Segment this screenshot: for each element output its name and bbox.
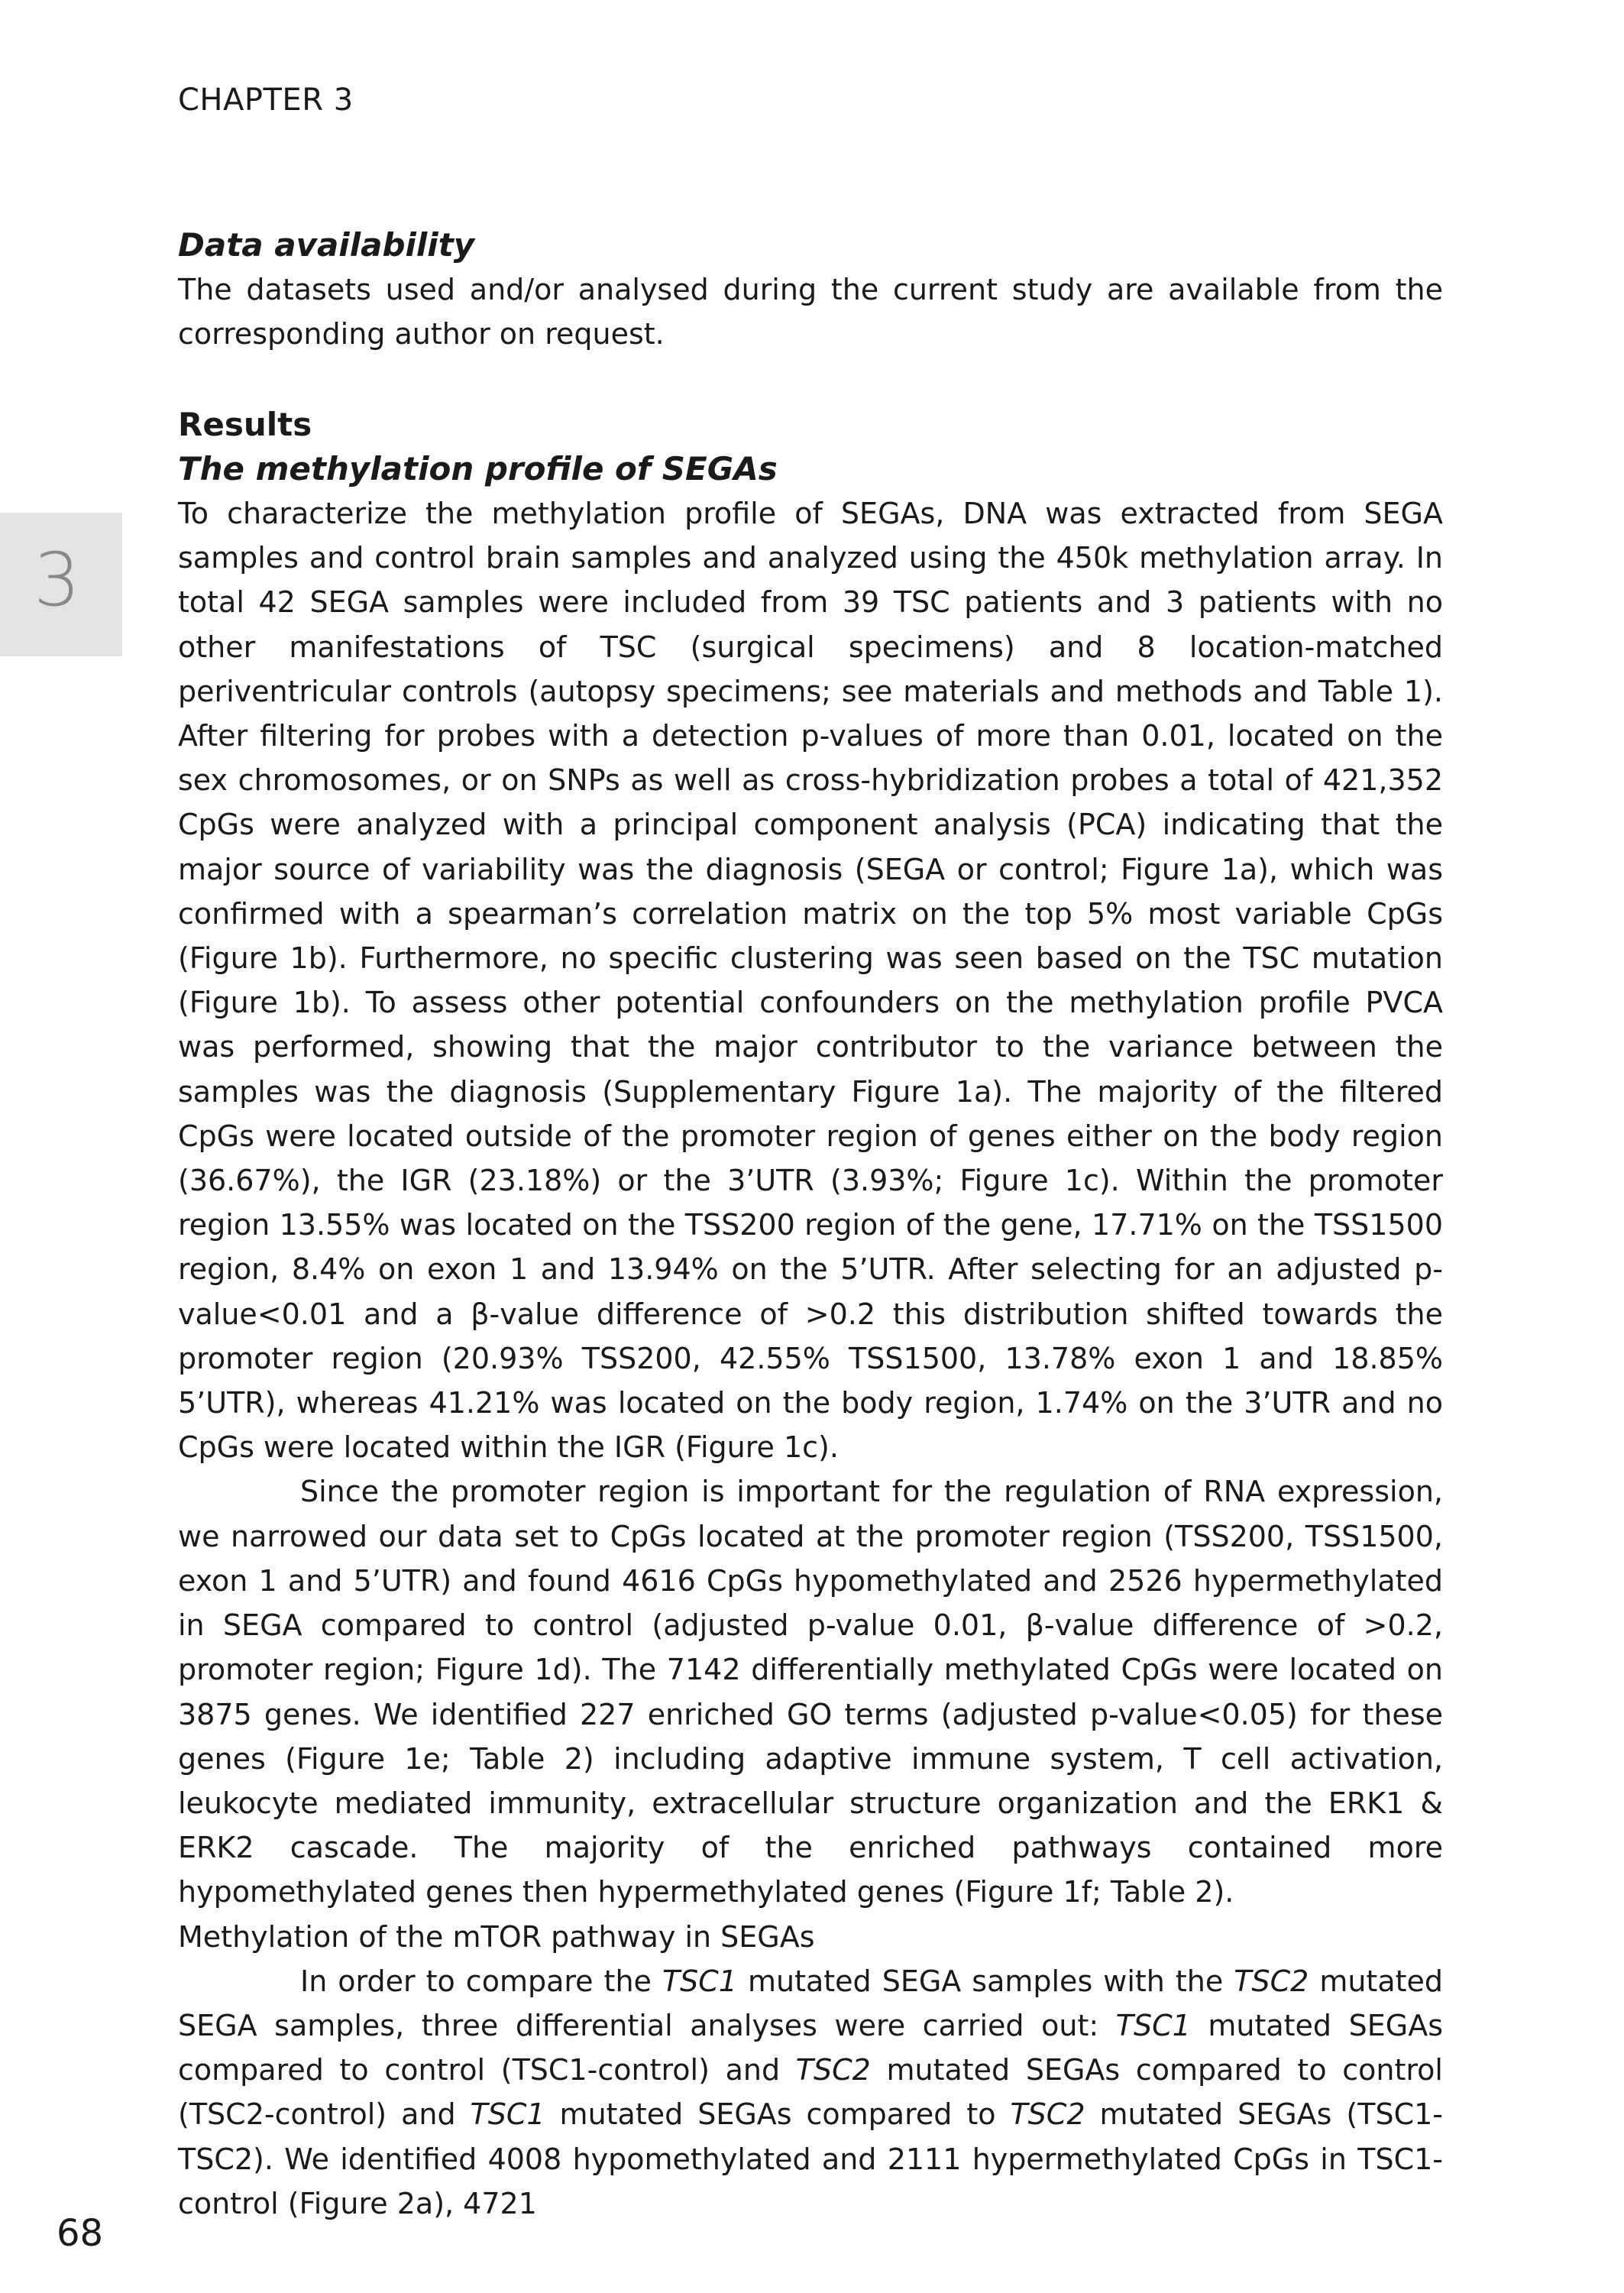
para3-text: In order to compare the xyxy=(300,1964,662,1998)
para3-text: mutated SEGAs compared to xyxy=(545,2097,1011,2132)
results-paragraph-2: Since the promoter region is important for the regulation of RNA expression, we narrowed our data set to CpGs located at the promoter region (TSS200, TSS1500, exon 1 and 5’UTR) and found 4616 CpGs hypomethylated and 2526 hypermethylated in SEGA compared to control (adjusted p-value 0.01, β-value difference of >0.2, promoter region; Figure 1d). The 7142 differentially methylated CpGs were located on 3875 genes. We identified 227 enriched GO terms (adjusted p-value<0.05) for these genes (Figure 1e; Table 2) including adaptive immune system, T cell activation, leukocyte mediated immunity, extracellular structure organization and the ERK1 & ERK2 cascade. The majority of the enriched pathways contained more hypomethylated genes then hypermethylated genes (Figure 1f; Table 2). xyxy=(178,1475,1443,1909)
page-content xyxy=(178,223,1443,2226)
results-paragraph-3 xyxy=(178,1959,1443,2226)
gene-name-tsc1: TSC1 xyxy=(1115,2008,1191,2042)
para3-text: mutated SEGA samples with the xyxy=(736,1964,1234,1998)
page-number: 68 xyxy=(57,2212,104,2255)
chapter-tab xyxy=(0,513,122,656)
data-availability-text: The datasets used and/or analysed during the current study are available from the corresponding author on request. xyxy=(178,273,1443,351)
gene-name-tsc2: TSC2 xyxy=(1010,2097,1085,2132)
results-heading: Results xyxy=(178,405,312,443)
chapter-header: CHAPTER 3 xyxy=(178,83,354,118)
section-gap xyxy=(178,357,1443,403)
para3-text: mutated SEGAs compared to control (TSC1-control) and xyxy=(178,2008,1443,2087)
gene-name-tsc2: TSC2 xyxy=(795,2053,871,2087)
chapter-tab-number: 3 xyxy=(34,537,81,623)
mtor-pathway-heading: Methylation of the mTOR pathway in SEGAs xyxy=(178,1919,815,1954)
data-availability-heading: Data availability xyxy=(178,226,475,264)
results-paragraph-1: To characterize the methylation profile of SEGAs, DNA was extracted from SEGA samples and control brain samples and analyzed using the 450k methylation array. In total 42 SEGA samples were included from 39 TSC patients and 3 patients with no other manifestations of TSC (surgical specimens) and 8 location-matched periventricular controls (autopsy specimens; see materials and methods and Table 1). After filtering for probes with a detection p-values of more than 0.01, located on the sex chromosomes, or on SNPs as well as cross-hybridization probes a total of 421,352 CpGs were analyzed with a principal component analysis (PCA) indicating that the major source of variability was the diagnosis (SEGA or control; Figure 1a), which was confirmed with a spearman’s correlation matrix on the top 5% most variable CpGs (Figure 1b). Furthermore, no specific clustering was seen based on the TSC mutation (Figure 1b). To assess other potential confounders on the methylation profile PVCA was performed, showing that the major contributor to the variance between the samples was the diagnosis (Supplementary Figure 1a). The majority of the filtered CpGs were located outside of the promoter region of genes either on the body region (36.67%), the IGR (23.18%) or the 3’UTR (3.93%; Figure 1c). Within the promoter region 13.55% was located on the TSS200 region of the gene, 17.71% on the TSS1500 region, 8.4% on exon 1 and 13.94% on the 5’UTR. After selecting for an adjusted p-value<0.01 and a β-value difference of >0.2 this distribution shifted towards the promoter region (20.93% TSS200, 42.55% TSS1500, 13.78% exon 1 and 18.85% 5’UTR), whereas 41.21% was located on the body region, 1.74% on the 3’UTR and no CpGs were located within the IGR (Figure 1c). xyxy=(178,497,1443,1465)
para3-text: mutated SEGAs compared to control (TSC2-control) and xyxy=(178,2053,1443,2132)
methylation-profile-subheading: The methylation profile of SEGAs xyxy=(178,449,778,487)
para3-text: mutated SEGA samples, three differential analyses were carried out: xyxy=(178,1964,1444,2042)
para3-text: mutated SEGAs (TSC1-TSC2). We identified 4008 hypomethylated and 2111 hypermethylated CpGs in TSC1-control (Figure 2a), 4721 xyxy=(178,2097,1444,2220)
gene-name-tsc1: TSC1 xyxy=(662,1964,737,1998)
gene-name-tsc1: TSC1 xyxy=(470,2097,545,2132)
gene-name-tsc2: TSC2 xyxy=(1234,1964,1309,1998)
